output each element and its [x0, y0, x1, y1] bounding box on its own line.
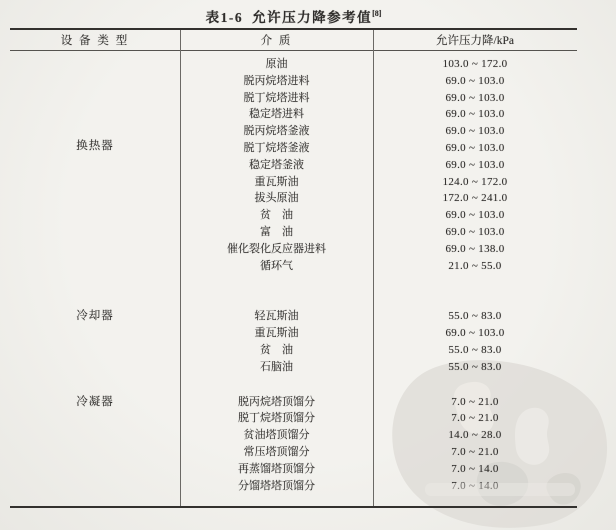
- equipment-label: 冷却器: [76, 310, 114, 323]
- medium-cell: 催化裂化反应器进料: [227, 242, 326, 255]
- medium-cell: 稳定塔釜液: [249, 158, 304, 171]
- table-row: [10, 174, 577, 191]
- medium-cell: 原油: [265, 58, 288, 70]
- medium-cell: 循环气: [260, 259, 293, 272]
- value-cell: 124.0 ~ 172.0: [442, 175, 508, 188]
- scan-smear-artifact: [425, 483, 575, 496]
- header-medium: 介 质: [260, 35, 293, 47]
- section-heat-exchanger: [10, 56, 577, 274]
- medium-cell: 拔头原油: [254, 192, 299, 205]
- value-cell: 69.0 ~ 103.0: [445, 209, 505, 222]
- table-row: [10, 224, 577, 241]
- medium-cell: 脱丁烷塔顶馏分: [238, 412, 315, 425]
- medium-cell: 脱丙烷塔釜液: [243, 125, 310, 138]
- section-cooler: [10, 308, 577, 375]
- value-cell: 55.0 ~ 83.0: [448, 360, 502, 373]
- value-cell: 69.0 ~ 103.0: [445, 158, 505, 171]
- value-cell: 7.0 ~ 14.0: [451, 462, 499, 475]
- table-row: [10, 461, 577, 478]
- equipment-label: 换热器: [76, 140, 114, 152]
- value-cell: 69.0 ~ 103.0: [445, 225, 505, 238]
- value-cell: 103.0 ~ 172.0: [442, 58, 508, 70]
- medium-cell: 重瓦斯油: [254, 175, 299, 188]
- table-row: [10, 56, 577, 73]
- table-row: [10, 342, 577, 359]
- pressure-drop-table: [10, 28, 577, 508]
- table-caption: [10, 6, 577, 26]
- table-caption-text: 允许压力降参考值: [252, 10, 373, 25]
- table-row: [10, 410, 577, 427]
- value-cell: 7.0 ~ 21.0: [451, 445, 499, 458]
- medium-cell: 贫油塔顶馏分: [243, 429, 310, 442]
- medium-cell: 贫 油: [260, 209, 293, 222]
- value-cell: 69.0 ~ 103.0: [445, 327, 505, 340]
- table-row: [10, 427, 577, 444]
- medium-cell: 常压塔顶馏分: [243, 445, 310, 458]
- equipment-label: 冷凝器: [76, 395, 114, 408]
- table-row: [10, 157, 577, 174]
- medium-cell: 轻瓦斯油: [254, 310, 299, 323]
- table-row: [10, 359, 577, 376]
- value-cell: 69.0 ~ 103.0: [445, 141, 505, 154]
- table-row: [10, 325, 577, 342]
- value-cell: 7.0 ~ 21.0: [451, 395, 499, 408]
- value-cell: 69.0 ~ 103.0: [445, 108, 505, 121]
- table-row: [10, 190, 577, 207]
- section-condenser: [10, 394, 577, 495]
- value-cell: 55.0 ~ 83.0: [448, 310, 502, 323]
- header-pressure-drop: 允许压力降/kPa: [436, 35, 514, 47]
- table-row: [10, 207, 577, 224]
- value-cell: 14.0 ~ 28.0: [448, 429, 502, 442]
- medium-cell: 脱丁烷塔釜液: [243, 141, 310, 154]
- table-row: [10, 73, 577, 90]
- medium-cell: 稳定塔进料: [249, 108, 304, 121]
- value-cell: 7.0 ~ 14.0: [451, 479, 499, 492]
- medium-cell: 脱丙烷塔顶馏分: [238, 395, 315, 408]
- medium-cell: 脱丁烷塔进料: [243, 91, 310, 104]
- medium-cell: 贫 油: [260, 343, 293, 356]
- table-number: 表1-6: [205, 10, 244, 25]
- medium-cell: 重瓦斯油: [254, 327, 299, 340]
- medium-cell: 石脑油: [260, 360, 293, 373]
- value-cell: 69.0 ~ 103.0: [445, 91, 505, 104]
- value-cell: 172.0 ~ 241.0: [442, 192, 508, 205]
- table-row: [10, 90, 577, 107]
- medium-cell: 脱丙烷塔进料: [243, 74, 310, 87]
- table-row: [10, 258, 577, 275]
- header-equipment-type: 设 备 类 型: [60, 35, 130, 47]
- medium-cell: 再蒸馏塔顶馏分: [238, 462, 315, 475]
- medium-cell: 富 油: [260, 225, 293, 238]
- value-cell: 55.0 ~ 83.0: [448, 343, 502, 356]
- table-row: [10, 106, 577, 123]
- value-cell: 21.0 ~ 55.0: [448, 259, 502, 272]
- medium-cell: 分馏塔塔顶馏分: [238, 479, 315, 492]
- value-cell: 69.0 ~ 103.0: [445, 125, 505, 138]
- table-header-row: [10, 30, 577, 51]
- table-row: [10, 444, 577, 461]
- value-cell: 7.0 ~ 21.0: [451, 412, 499, 425]
- value-cell: 69.0 ~ 103.0: [445, 74, 505, 87]
- value-cell: 69.0 ~ 138.0: [445, 242, 505, 255]
- reference-superscript: [8]: [372, 9, 382, 18]
- table-row: [10, 241, 577, 258]
